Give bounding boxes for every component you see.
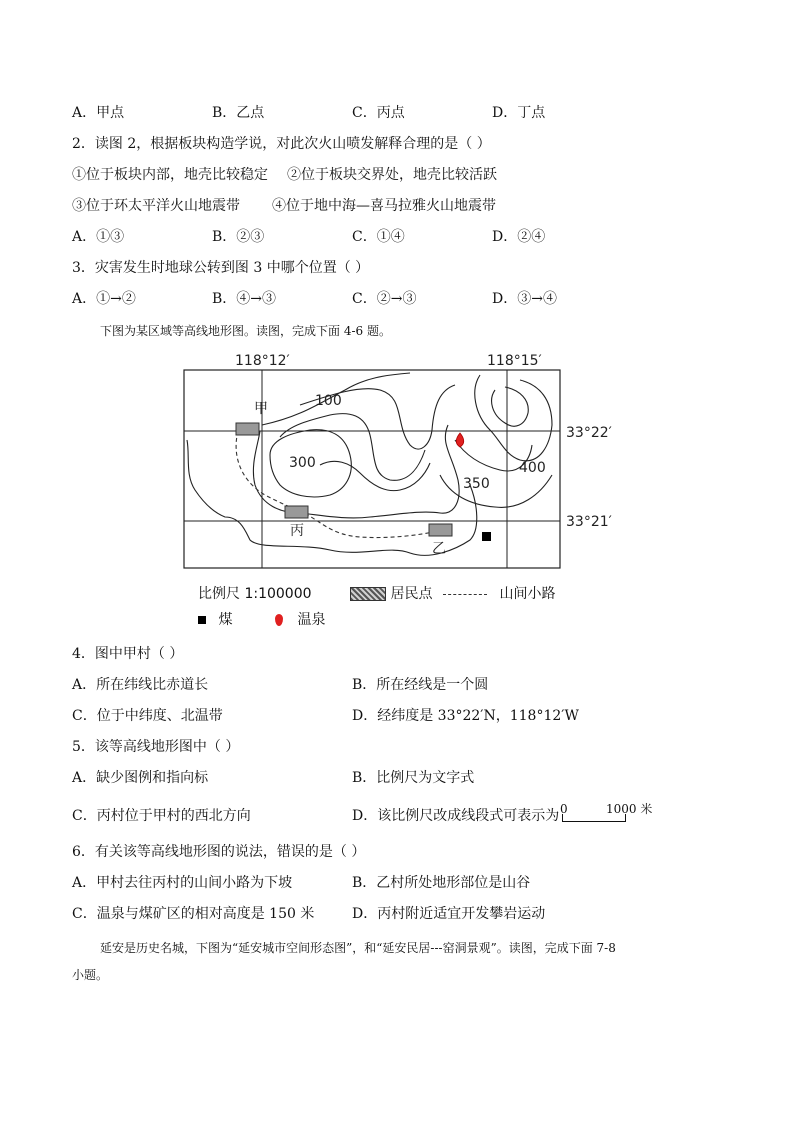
q4-option-c: C．位于中纬度、北温带: [72, 708, 223, 724]
q5-option-a: A．缺少图例和指向标: [72, 770, 209, 786]
legend-residential-label: 居民点: [390, 586, 433, 602]
q4-option-a: A．所在纬线比赤道长: [72, 677, 209, 693]
village-yi-label: 乙: [432, 541, 446, 557]
hot-spring-icon: [456, 433, 464, 447]
intro-7-8-line1: 延安是历史名城，下图为“延安城市空间形态图”，和“延安民居---窑洞景观”。读图，完成下面 7-8: [100, 941, 616, 955]
q2-option-d: D．②④: [492, 229, 546, 245]
legend-scale: 比例尺 1:100000: [198, 586, 312, 602]
lon-label-right: 118°15′: [487, 353, 542, 369]
contour-value-400: 400: [519, 460, 546, 476]
coal-legend-icon: [198, 616, 206, 624]
q2-option-a: A．①③: [72, 229, 125, 245]
q5-option-d: D．该比例尺改成线段式可表示为: [352, 808, 560, 824]
q2-statement-4: ④位于地中海—喜马拉雅火山地震带: [272, 198, 496, 214]
q3-stem: 3．灾害发生时地球公转到图 3 中哪个位置（ ）: [72, 260, 370, 276]
village-bing-marker: [285, 506, 308, 518]
q2-statement-1: ①位于板块内部，地壳比较稳定: [72, 167, 268, 183]
legend-coal-label: 煤: [218, 612, 233, 628]
q3-option-d: D．③→④: [492, 291, 557, 307]
q6-option-d: D．丙村附近适宜开发攀岩运动: [352, 906, 546, 922]
q3-option-b: B．④→③: [212, 291, 277, 307]
q6-option-a: A．甲村去往丙村的山间小路为下坡: [72, 875, 293, 891]
scale-value-label: 1000 米: [606, 802, 653, 816]
contour-value-100: 100: [315, 393, 342, 409]
scale-zero-label: 0: [560, 802, 568, 816]
q2-option-b: B．②③: [212, 229, 265, 245]
coal-icon: [482, 532, 491, 541]
q1-option-c: C．丙点: [352, 105, 405, 121]
linear-scale-bar: [562, 802, 658, 824]
intro-4-6: 下图为某区域等高线地形图。读图，完成下面 4-6 题。: [100, 324, 391, 338]
lat-label-top: 33°22′: [566, 425, 612, 441]
q1-option-b: B．乙点: [212, 105, 265, 121]
legend-path-label: 山间小路: [499, 586, 556, 602]
village-yi-marker: [429, 524, 452, 536]
contour-line: [475, 375, 552, 461]
q4-stem: 4．图中甲村（ ）: [72, 646, 184, 662]
q5-option-c: C．丙村位于甲村的西北方向: [72, 808, 251, 824]
village-bing-label: 丙: [290, 523, 304, 539]
contour-line: [187, 440, 477, 555]
intro-7-8-line2: 小题。: [72, 968, 109, 982]
q1-option-d: D．丁点: [492, 105, 546, 121]
q2-statement-2: ②位于板块交界处，地壳比较活跃: [287, 167, 497, 183]
scale-bar-line: [562, 814, 626, 822]
contour-lines: [187, 373, 552, 555]
mountain-path: [236, 431, 438, 538]
q4-option-b: B．所在经线是一个圆: [352, 677, 489, 693]
q1-option-a: A．甲点: [72, 105, 125, 121]
legend-spring: [275, 611, 325, 629]
village-jia-label: 甲: [254, 401, 268, 417]
hot-spring-legend-icon: [275, 614, 283, 626]
contour-line: [320, 461, 430, 490]
legend-spring-label: 温泉: [297, 612, 326, 628]
lon-label-left: 118°12′: [235, 353, 290, 369]
dashed-line-legend-icon: [443, 594, 487, 595]
q5-option-b: B．比例尺为文字式: [352, 770, 475, 786]
lat-label-bottom: 33°21′: [566, 514, 612, 530]
q4-option-d: D．经纬度是 33°22′N，118°12′W: [352, 708, 579, 724]
contour-line: [492, 387, 529, 426]
residential-legend-icon: [350, 587, 386, 601]
village-jia-marker: [236, 423, 259, 435]
legend-coal: [198, 611, 232, 629]
q6-stem: 6．有关该等高线地形图的说法，错误的是（ ）: [72, 844, 366, 860]
contour-line: [253, 425, 459, 518]
q3-option-c: C．②→③: [352, 291, 417, 307]
q6-option-b: B．乙村所处地形部位是山谷: [352, 875, 531, 891]
q5-stem: 5．该等高线地形图中（ ）: [72, 739, 240, 755]
q2-option-c: C．①④: [352, 229, 405, 245]
legend-path: [443, 585, 555, 603]
legend-residential: [350, 585, 432, 603]
q6-option-c: C．温泉与煤矿区的相对高度是 150 米: [72, 906, 315, 922]
q2-statement-3: ③位于环太平洋火山地震带: [72, 198, 240, 214]
contour-value-300: 300: [289, 455, 316, 471]
contour-value-350: 350: [463, 476, 490, 492]
q3-option-a: A．①→②: [72, 291, 136, 307]
q2-stem: 2．读图 2，根据板块构造学说，对此次火山喷发解释合理的是（ ）: [72, 136, 491, 152]
